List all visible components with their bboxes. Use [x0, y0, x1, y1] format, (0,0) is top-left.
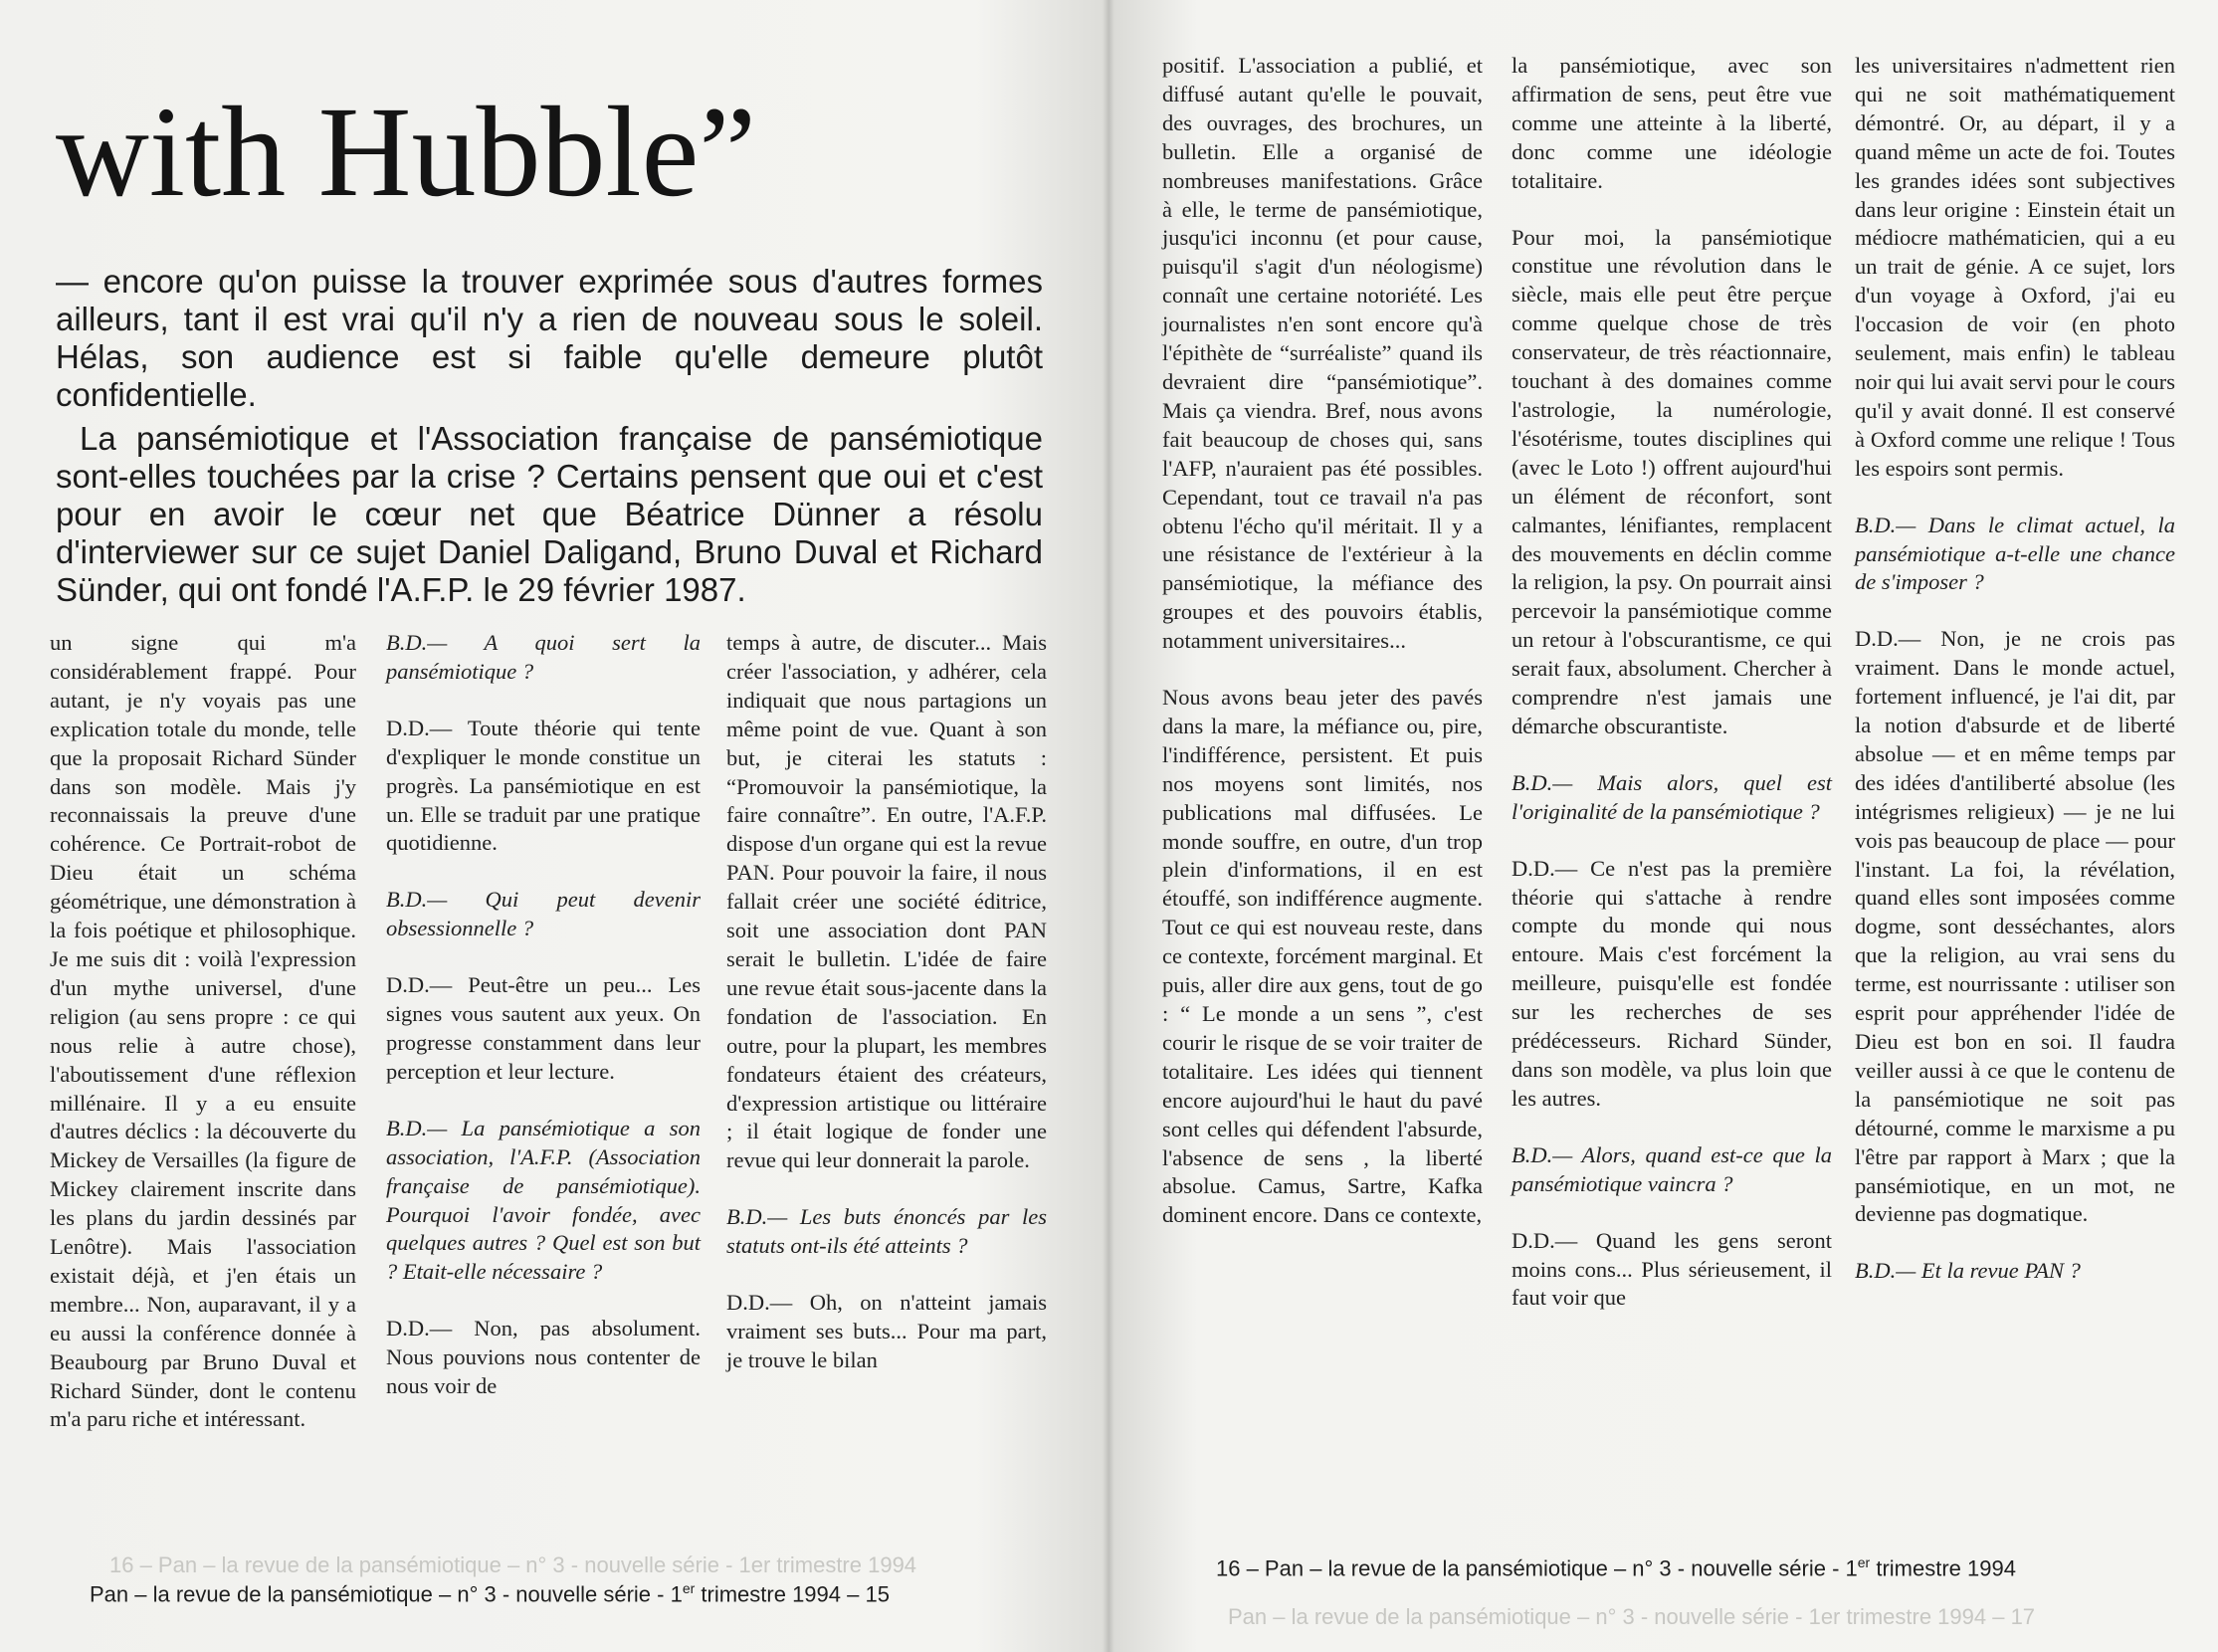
right-page: [1109, 0, 2218, 1652]
footer-tail: trimestre 1994 – 15: [695, 1581, 890, 1607]
article-title: with Hubble”: [56, 81, 757, 224]
footer-text: Pan – la revue de la pansémiotique – n° 3 - nouvelle série - 1: [90, 1581, 683, 1607]
page-gutter: [1103, 0, 1114, 1652]
interview-question: B.D.— Les buts énoncés par les statuts ont-ils été atteints ?: [726, 1204, 1047, 1259]
interview-answer: D.D.— Non, je ne crois pas vraiment. Dans le monde actuel, fortement influencé, je l'ai dit, par la notion d'absurde et de liberté absolue — et en même temps par des idées d'antiliberté absolue (les intégrismes religieux) — je ne lui vois pas beaucoup de place — pour l'instant. La foi, la révélation, quand elles sont imposées comme dogme, sont desséchantes, alors que la religion, au vrai sens du terme, est nourrissante : utiliser son esprit pour appréhender l'idée de Dieu est bon en soi. Il faudra veiller aussi à ce que le contenu de la pansémiotique ne soit pas détourné, comme le marxisme a pu l'être par rapport à Marx ; que la pansémiotique, en un mot, ne devienne pas dogmatique.: [1855, 626, 2175, 1227]
interview-question: B.D.— Et la revue PAN ?: [1855, 1258, 2081, 1284]
interview-answer: D.D.— Ce n'est pas la première théorie qui s'attache à rendre compte du monde qui nous entoure. Mais c'est forcément la meilleure, puisqu'elle est fondée sur les recherches de ses prédécesseurs. Richard Sünder, dans son modèle, va plus loin que les autres.: [1512, 855, 1832, 1111]
text-column: [1855, 52, 2175, 1286]
footer-text: 16 – Pan – la revue de la pansémiotique – n° 3 - nouvelle série - 1: [1216, 1555, 1858, 1581]
text-column: [50, 629, 356, 1434]
page-footer: [1216, 1554, 2016, 1581]
footer-sup: er: [682, 1580, 696, 1596]
intro-paragraph: La pansémiotique et l'Association française de pansémiotique sont-elles touchées par la crise ? Certains pensent que oui et c'est pour en avoir le cœur net que Béatrice Dünner a résolu d'interviewer sur ce sujet Daniel Daligand, Bruno Duval et Richard Sünder, qui ont fondé l'A.F.P. le 29 février 1987.: [56, 420, 1043, 608]
text-column: [726, 629, 1047, 1375]
interview-question: B.D.— Dans le climat actuel, la pansémiotique a-t-elle une chance de s'imposer ?: [1855, 512, 2175, 595]
footer-sup: er: [1857, 1554, 1871, 1570]
interview-answer: D.D.— Non, pas absolument. Nous pouvions nous contenter de nous voir de: [386, 1316, 701, 1399]
footer-tail: trimestre 1994: [1870, 1555, 2016, 1581]
interview-question: B.D.— La pansémiotique a son association, l'A.F.P. (Association française de pansémiotique). Pourquoi l'avoir fondée, avec quelques autres ? Quel est son but ? Etait-elle nécessaire ?: [386, 1115, 701, 1285]
interview-question: B.D.— Alors, quand est-ce que la pansémiotique vaincra ?: [1512, 1141, 1832, 1196]
interview-question: B.D.— Mais alors, quel est l'originalité de la pansémiotique ?: [1512, 769, 1832, 824]
show-through-footer: Pan – la revue de la pansémiotique – n° 3 - nouvelle série - 1er trimestre 1994 – 17: [1228, 1604, 2036, 1629]
show-through-footer: 16 – Pan – la revue de la pansémiotique – n° 3 - nouvelle série - 1er trimestre 1994: [109, 1552, 917, 1577]
interview-answer: la pansémiotique, avec son affirmation de sens, peut être vue comme une atteinte à la liberté, donc comme une idéologie totalitaire.: [1512, 53, 1832, 193]
interview-answer: positif. L'association a publié, et diffusé autant qu'elle le pouvait, des ouvrages, des brochures, un bulletin. Elle a organisé de nombreuses manifestations. Grâce à elle, le terme de pansémiotique, jusqu'ici inconnu (et pour cause, puisqu'il s'agit d'un néologisme) connaît une certaine notoriété. Les journalistes n'en sont encore qu'à l'épithète de “surréaliste” quand ils devraient dire “pansémiotique”. Mais ça viendra. Bref, nous avons fait beaucoup de choses qui, sans l'AFP, n'auraient pas été possibles. Cependant, tout ce travail n'a pas obtenu l'écho qu'il méritait. Il y a une résistance de l'extérieur à la pansémiotique, la méfiance des groupes et des pouvoirs établis, notamment universitaires...: [1162, 53, 1483, 654]
interview-answer: un signe qui m'a considérablement frappé. Pour autant, je n'y voyais pas une explication totale du monde, telle que la proposait Richard Sünder dans son modèle. Mais j'y reconnaissais la preuve d'une cohérence. Ce Portrait-robot de Dieu était un schéma géométrique, une démonstration à la fois poétique et philosophique. Je me suis dit : voilà l'expression d'un mythe universel, d'une religion (au sens propre : ce qui nous relie à autre chose), l'aboutissement d'une réflexion millénaire. Il y a eu ensuite d'autres déclics : la découverte du Mickey de Versailles (la figure de Mickey clairement inscrite dans les plans du jardin dessinés par Lenôtre). Mais l'association existait déjà, et j'en étais un membre... Non, auparavant, il y a eu aussi la conférence donnée à Beaubourg par Bruno Duval et Richard Sünder, dont le contenu m'a paru riche et intéressant.: [50, 630, 356, 1432]
interview-answer: D.D.— Quand les gens seront moins cons... Plus sérieusement, il faut voir que: [1512, 1227, 1832, 1311]
text-column: [1162, 52, 1483, 1230]
text-column: [1512, 52, 1832, 1313]
interview-answer: D.D.— Toute théorie qui tente d'expliquer le monde constitue un progrès. La pansémiotique en est un. Elle se traduit par une pratique quotidienne.: [386, 715, 701, 856]
intro-paragraph: — encore qu'on puisse la trouver exprimée sous d'autres formes ailleurs, tant il est vrai qu'il n'y a rien de nouveau sous le soleil. Hélas, son audience est si faible qu'elle demeure plutôt confidentielle.: [56, 263, 1043, 413]
interview-answer: Nous avons beau jeter des pavés dans la mare, la méfiance ou, pire, l'indifférence, persistent. Et puis nos moyens sont limités, nos publications mal diffusées. Le monde souffre, en outre, d'un trop plein d'informations, il en est étouffé, son indifférence augmente. Tout ce qui est nouveau reste, dans ce contexte, forcément marginal. Et puis, aller dire aux gens, tout de go : “ Le monde a un sens ”, c'est courir le risque de se voir traiter de totalitaire. Les idées qui tiennent encore aujourd'hui le haut du pavé sont celles qui défendent l'absurde, l'absence de sens , la liberté absolue. Camus, Sartre, Kafka dominent encore. Dans ce contexte,: [1162, 685, 1483, 1228]
interview-answer: les universitaires n'admettent rien qui ne soit mathématiquement démontré. Or, au départ, il y a quand même un acte de foi. Toutes les grandes idées sont subjectives dans leur origine : Einstein était un médiocre mathématicien, qui a eu un trait de génie. A ce sujet, lors d'un voyage à Oxford, j'ai eu l'occasion de voir (en photo seulement, mais enfin) le tableau noir qui lui avait servi pour le cours qu'il y avait donné. Il est conservé à Oxford comme une relique ! Tous les espoirs sont permis.: [1855, 53, 2175, 481]
article-intro: [56, 263, 1043, 609]
text-column: [386, 629, 701, 1401]
page-footer: [90, 1580, 890, 1607]
interview-answer: Pour moi, la pansémiotique constitue une révolution dans le siècle, mais elle peut être perçue comme quelque chose de très conservateur, de très réactionnaire, touchant à des domaines comme l'astrologie, la numérologie, l'ésotérisme, toutes disciplines qui (avec le Loto !) offrent aujourd'hui un élément de réconfort, sont calmantes, lénifiantes, remplacent des mouvements en déclin comme la religion, la psy. On pourrait ainsi percevoir la pansémiotique comme un retour à l'obscurantisme, ce qui serait faux, absolument. Chercher à comprendre n'est jamais une démarche obscurantiste.: [1512, 224, 1832, 738]
interview-answer: D.D.— Oh, on n'atteint jamais vraiment ses buts... Pour ma part, je trouve le bilan: [726, 1290, 1047, 1372]
interview-question: B.D.— Qui peut devenir obsessionnelle ?: [386, 887, 701, 941]
interview-answer: temps à autre, de discuter... Mais créer l'association, y adhérer, cela indiquait que nous partagions un même point de vue. Quant à son but, je citerai les statuts : “Promouvoir la pansémiotique, la faire connaître”. En outre, l'A.F.P. dispose d'un organe qui est la revue PAN. Pour pouvoir la faire, il nous fallait créer une société éditrice, soit une association dont PAN serait le bulletin. L'idée de faire une revue était sous-jacente dans la fondation de l'association. En outre, pour la plupart, les membres fondateurs étaient des créateurs, d'expression artistique ou littéraire ; il était logique de fonder une revue qui leur donnerait la parole.: [726, 630, 1047, 1173]
interview-question: B.D.— A quoi sert la pansémiotique ?: [386, 630, 701, 684]
interview-answer: D.D.— Peut-être un peu... Les signes vous sautent aux yeux. On progresse constamment dans leur perception et leur lecture.: [386, 972, 701, 1084]
